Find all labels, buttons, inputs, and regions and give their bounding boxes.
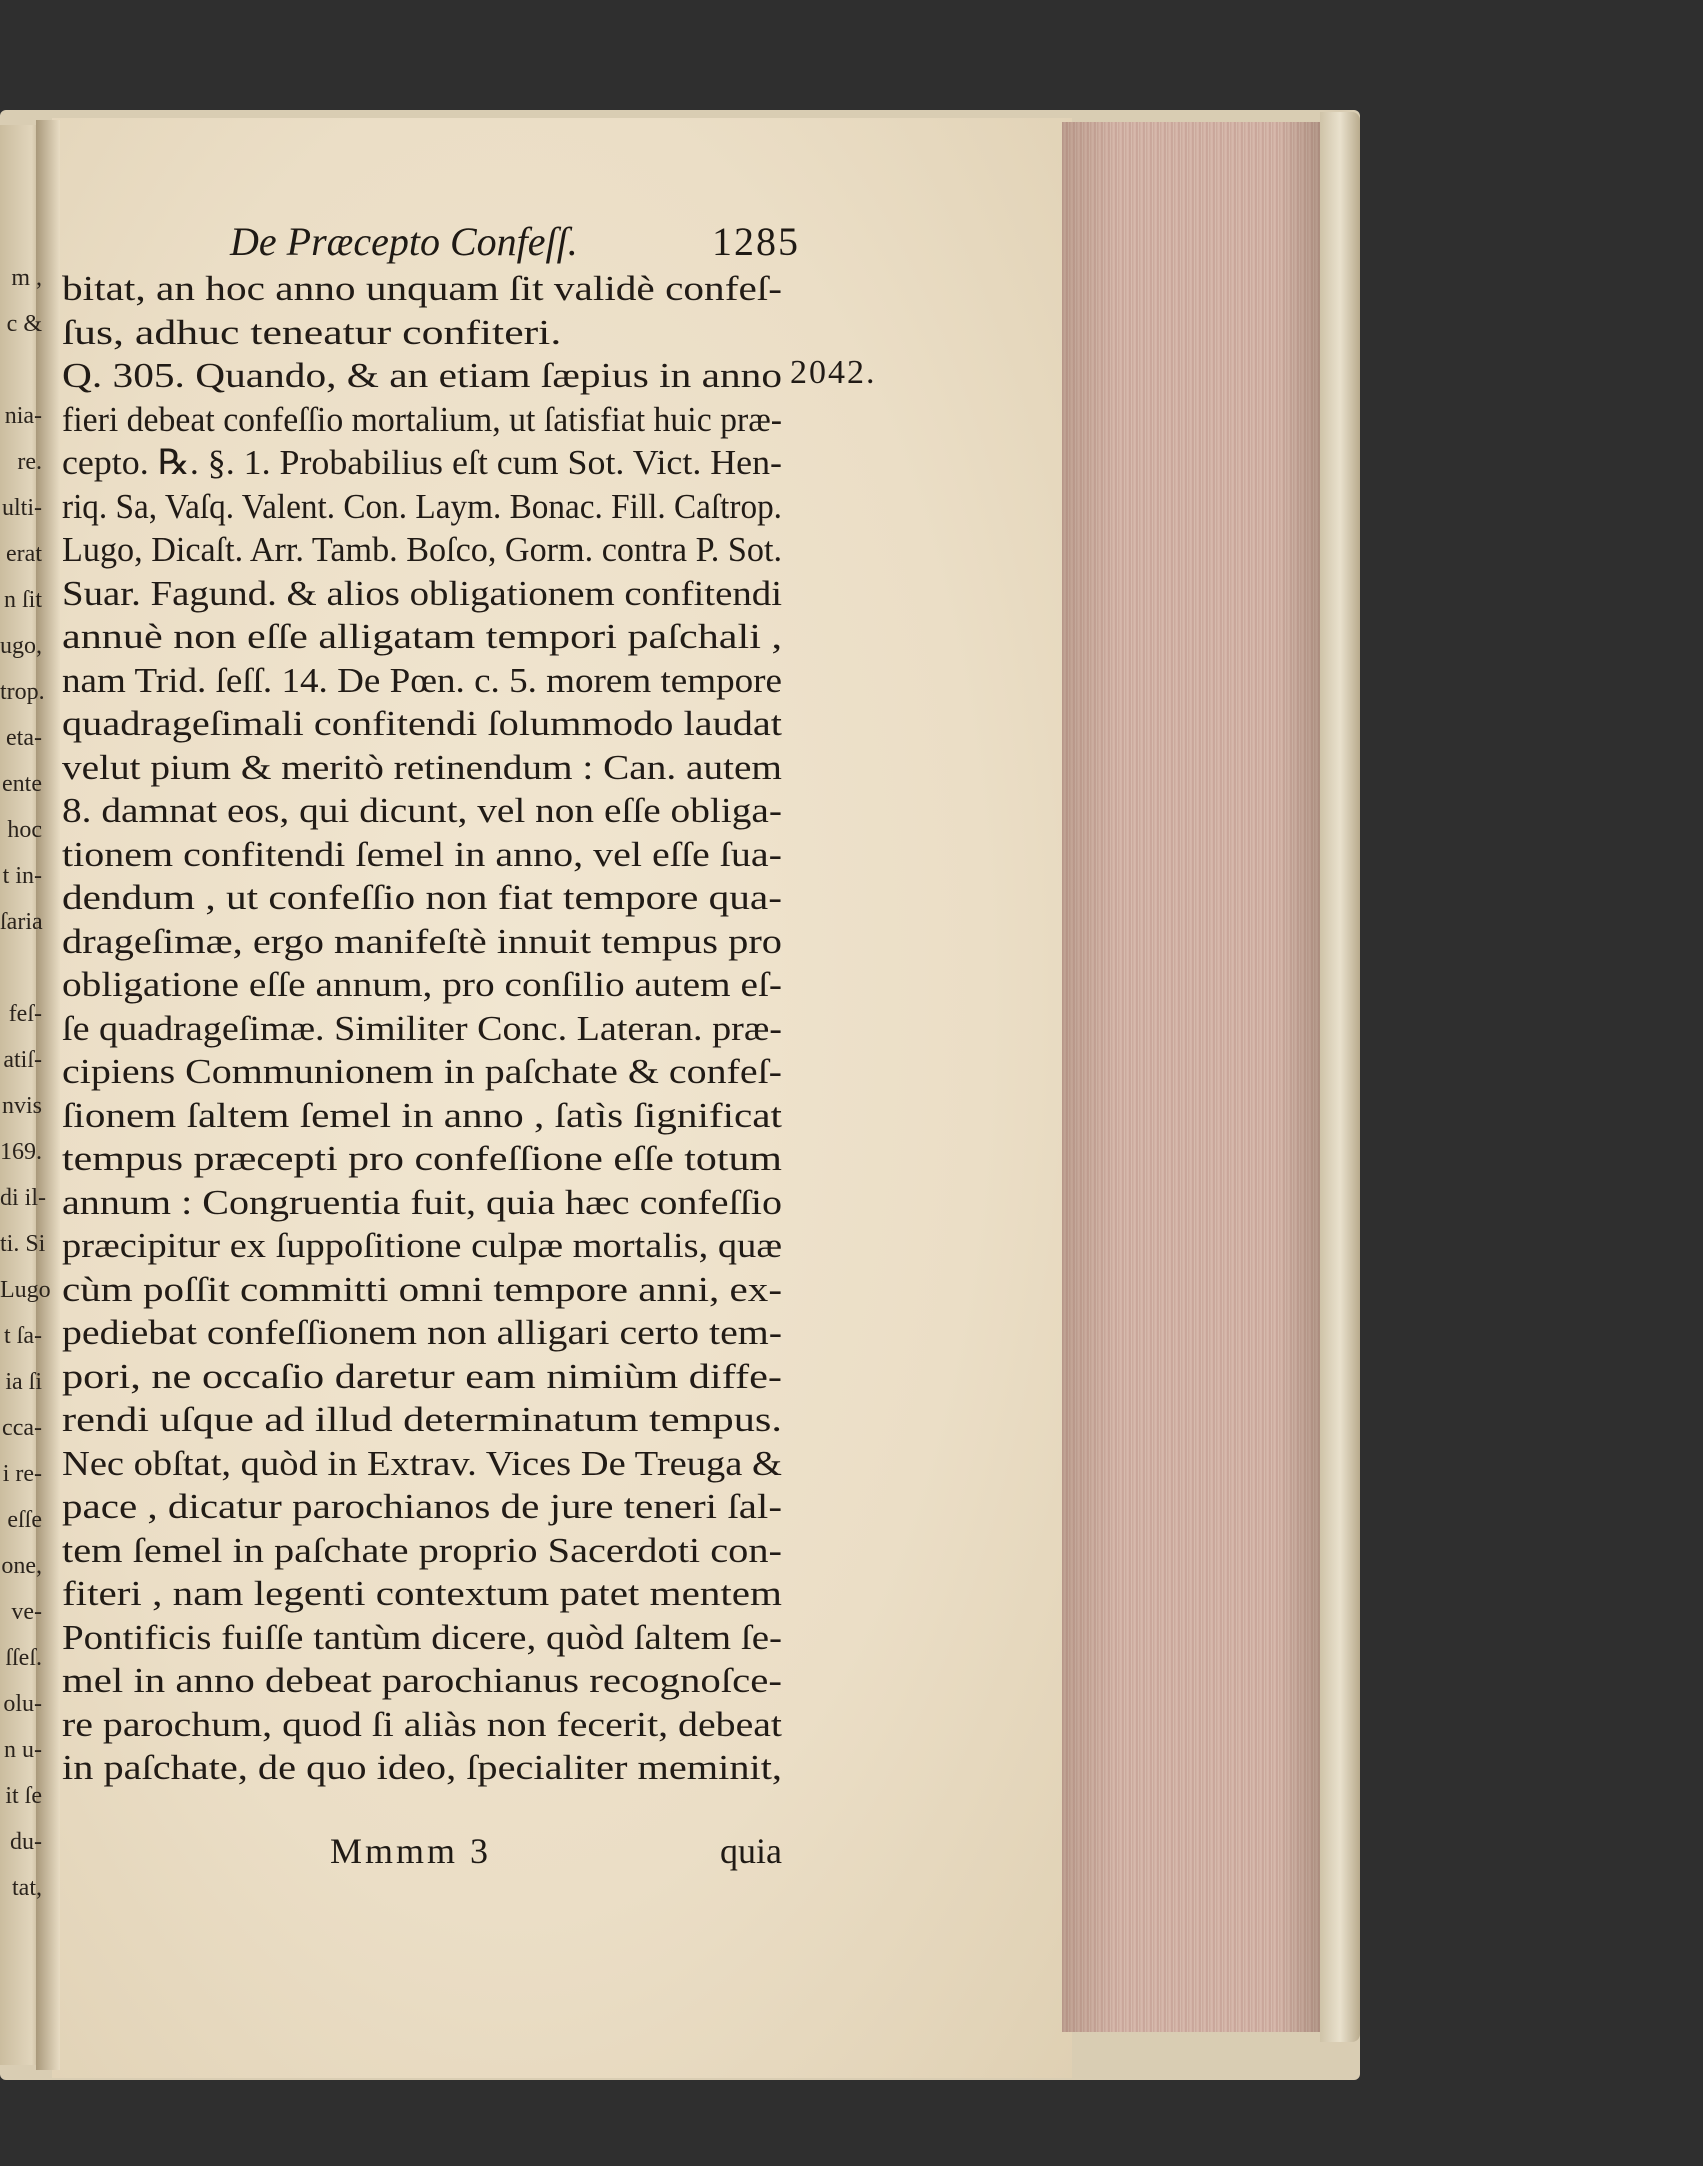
text-line [62, 1398, 802, 1442]
left-page-fragment: ſaria [0, 909, 43, 935]
text-line [62, 1572, 802, 1616]
text-line-content: 8. damnat eos, qui dicunt, vel non eſſe obliga- [62, 791, 782, 830]
text-line [62, 398, 802, 442]
left-page-fragment: n u- [4, 1737, 42, 1763]
text-line-content: Suar. Fagund. & alios obligationem confitendi [62, 573, 782, 613]
signature-mark: Mmmm 3 [330, 1831, 492, 1871]
text-line-content: fieri debeat confeſſio mortalium, ut ſatisfiat huic præ- [62, 399, 782, 439]
text-line-content: fiteri , nam legenti contextum patet mentem [62, 1574, 782, 1613]
left-page-fragment: m , [11, 265, 42, 291]
text-line [62, 1094, 802, 1138]
left-page-fragment: atiſ- [3, 1047, 42, 1073]
text-line-content: nam Trid. ſeſſ. 14. De Pœn. c. 5. morem tempore [62, 660, 782, 700]
left-page-fragment: one, [1, 1553, 42, 1579]
left-page-fragment: ti. Si [0, 1231, 46, 1257]
left-page-fragment: re. [17, 449, 42, 475]
text-line [62, 920, 802, 964]
text-line [62, 833, 802, 877]
text-line-content: obligatione eſſe annum, pro conſilio autem eſ- [62, 965, 782, 1004]
text-line-content: quadrageſimali confitendi ſolummodo laudat [62, 704, 782, 743]
text-line-content: ſe quadrageſimæ. Similiter Conc. Lateran. præ- [62, 1008, 782, 1048]
text-line-content: pace , dicatur parochianos de jure teneri ſal- [62, 1487, 782, 1526]
left-page-fragment: eta- [6, 725, 42, 751]
text-line [62, 1442, 802, 1486]
marginal-number: 2042. [790, 354, 877, 391]
text-line [62, 1181, 802, 1225]
text-line [62, 1659, 802, 1703]
text-line [62, 876, 802, 920]
left-page-fragment: i re- [2, 1461, 42, 1487]
text-line [62, 1703, 802, 1747]
left-page-fragment: cca- [2, 1415, 42, 1441]
body-text [62, 267, 802, 1790]
left-page-fragment [0, 347, 44, 393]
text-line [62, 528, 802, 572]
fore-edge-shading [1062, 122, 1332, 2032]
text-line-content: Q. 305. Quando, & an etiam ſæpius in anno [62, 356, 782, 395]
text-line-content: ſus, adhuc teneatur confiteri. [62, 312, 562, 352]
text-line-content: dendum , ut confeſſio non fiat tempore qua- [62, 878, 782, 917]
left-page-fragment: n ſit [3, 587, 42, 613]
left-page-fragment: ia ſi [5, 1369, 42, 1395]
left-page-fragment: hoc [7, 817, 42, 843]
page-number: 1285 [712, 219, 800, 264]
text-line-content: tempus præcepti pro confeſſione eſſe totum [62, 1139, 782, 1178]
text-line [62, 354, 802, 398]
text-line [62, 311, 802, 355]
left-page-fragment: tat, [12, 1875, 42, 1901]
text-line-content: bitat, an hoc anno unquam ſit validè confeſ- [62, 269, 782, 308]
text-line-content: velut pium & meritò retinendum : Can. autem [62, 747, 782, 787]
text-line-content: mel in anno debeat parochianus recognoſce- [62, 1661, 782, 1700]
left-page-fragment [0, 945, 44, 991]
text-line-content: tionem confitendi ſemel in anno, vel eſſe ſua- [62, 834, 782, 874]
left-page-fragment: Lugo [0, 1277, 51, 1303]
left-page-fragment: c & [6, 311, 42, 337]
text-line-content: annuè non eſſe alligatam tempori paſchali , [62, 617, 782, 656]
left-page-fragment: ulti- [2, 495, 42, 521]
left-page-fragment: nia- [4, 403, 42, 429]
left-page-fragment: ſſeſ. [5, 1645, 42, 1671]
left-page-fragment: trop. [0, 679, 45, 705]
left-page-fragment: olu- [3, 1691, 42, 1717]
text-line [62, 789, 802, 833]
text-line [62, 1050, 802, 1094]
text-line-content: cepto. ℞. §. 1. Probabilius eſt cum Sot. Vict. Hen- [62, 443, 783, 482]
running-head-title: De Præcepto Confeſſ. [230, 219, 578, 264]
text-line [62, 1137, 802, 1181]
text-line-content: re parochum, quod ſi aliàs non fecerit, debeat [62, 1704, 782, 1744]
left-page-fragment: ve- [11, 1599, 42, 1625]
left-page-fragment: ente [2, 771, 42, 797]
left-page-fragment: it ſe [5, 1783, 42, 1809]
text-line [62, 267, 802, 311]
text-line [62, 572, 802, 616]
text-line-content: pediebat confeſſionem non alligari certo tem- [62, 1313, 782, 1352]
left-page-fragment: du- [10, 1829, 42, 1855]
text-line-content: annum : Congruentia fuit, quia hæc confeſſio [62, 1182, 782, 1222]
catchword: quia [720, 1831, 782, 1871]
text-line [62, 441, 802, 485]
left-page-fragment: di il- [0, 1185, 46, 1211]
text-line-content: Pontificis fuiſſe tantùm dicere, quòd ſaltem ſe- [62, 1617, 782, 1657]
text-line [62, 1268, 802, 1312]
text-line-content: drageſimæ, ergo manifeſtè innuit tempus pro [62, 921, 782, 961]
left-page-fragment: ugo, [0, 633, 42, 659]
text-line [62, 1311, 802, 1355]
text-line-content: ſionem ſaltem ſemel in anno , ſatìs ſignificat [62, 1095, 782, 1135]
text-line [62, 1224, 802, 1268]
text-line-content: pori, ne occaſio daretur eam nimiùm diffe- [62, 1356, 782, 1396]
left-page-fragment: nvis [1, 1093, 42, 1119]
text-line-content: in paſchate, de quo ideo, ſpecialiter meminit, [62, 1748, 782, 1787]
text-line [62, 746, 802, 790]
text-line [62, 1529, 802, 1573]
text-line-content: rendi uſque ad illud determinatum tempus. [62, 1400, 782, 1439]
text-line [62, 615, 802, 659]
text-line [62, 1616, 802, 1660]
left-page-fragment: 169. [0, 1139, 42, 1165]
text-line-content: præcipitur ex ſuppoſitione culpæ mortalis, quæ [62, 1226, 782, 1265]
text-line-content: cipiens Communionem in paſchate & confeſ- [62, 1052, 782, 1091]
left-page-text-fragments [0, 255, 51, 1911]
text-line-content: tem ſemel in paſchate proprio Sacerdoti con- [62, 1530, 782, 1570]
left-page-fragment: erat [6, 541, 42, 567]
left-page-fragment: eſſe [7, 1507, 42, 1533]
text-line [62, 1355, 802, 1399]
text-line [62, 702, 802, 746]
left-page-fragment: feſ- [8, 1001, 42, 1027]
cover-edge [1320, 112, 1360, 2042]
text-line [62, 1007, 802, 1051]
text-line-content: riq. Sa, Vaſq. Valent. Con. Laym. Bonac. Fill. Caſtrop. [62, 486, 782, 526]
text-line [62, 1485, 802, 1529]
left-page-fragment: t ſa- [4, 1323, 42, 1349]
running-head [230, 218, 800, 266]
text-line-content: Nec obſtat, quòd in Extrav. Vices De Treuga & [62, 1443, 783, 1483]
text-line [62, 1746, 802, 1790]
left-page-fragment: t in- [2, 863, 42, 889]
text-line [62, 659, 802, 703]
text-line [62, 485, 802, 529]
text-line-content: Lugo, Dicaſt. Arr. Tamb. Boſco, Gorm. contra P. Sot. [62, 530, 782, 569]
text-line [62, 963, 802, 1007]
text-line-content: cùm poſſit committi omni tempore anni, ex- [62, 1269, 782, 1309]
